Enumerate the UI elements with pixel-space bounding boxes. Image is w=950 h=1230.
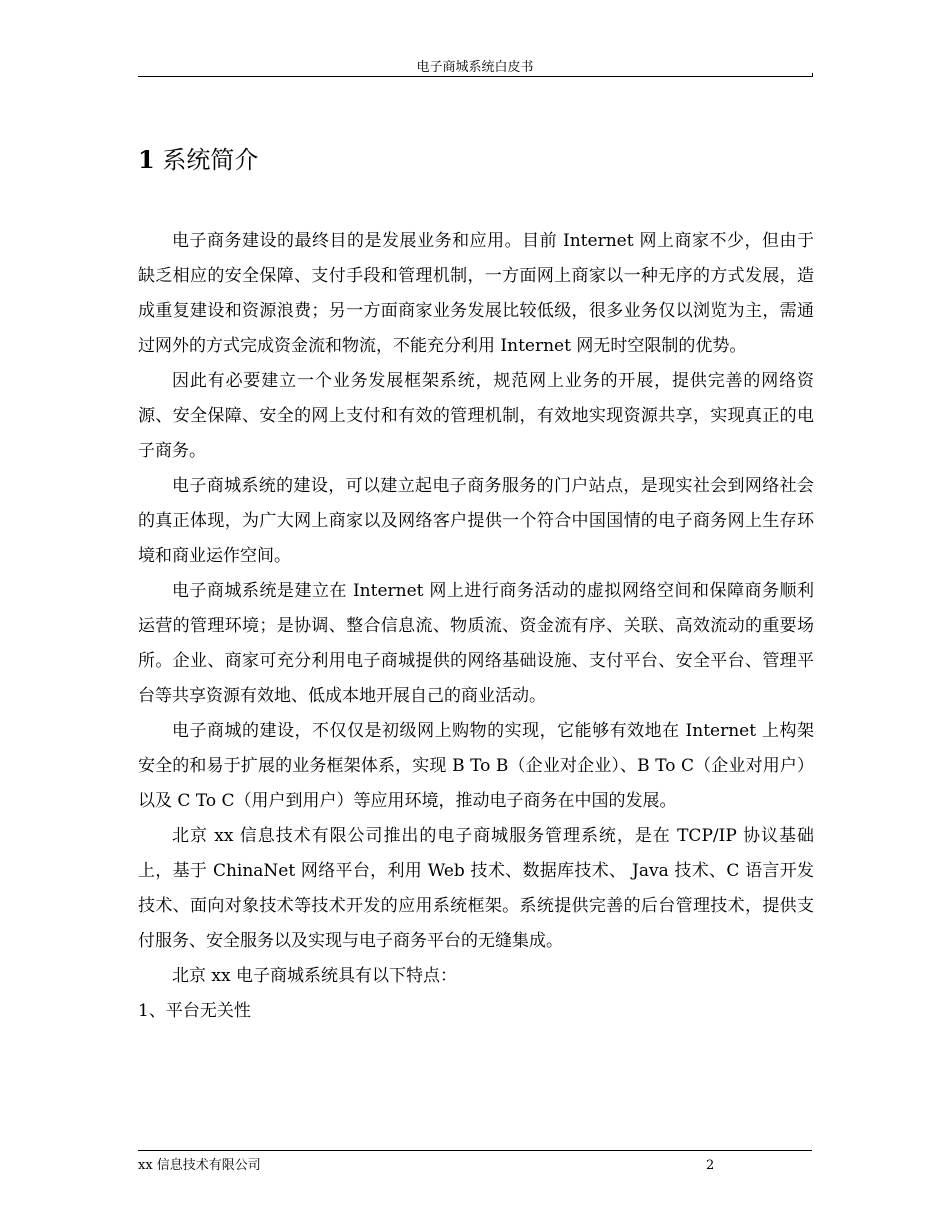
footer-company: xx 信息技术有限公司	[138, 1158, 261, 1173]
page-number: 2	[706, 1158, 715, 1173]
paragraph: 电子商务建设的最终目的是发展业务和应用。目前 Internet 网上商家不少，但由于缺乏相应的安全保障、支付手段和管理机制，一方面网上商家以一种无序的方式发展，造成重复建设和资源浪费；另一方面商家业务发展比较低级，很多业务仅以浏览为主，需通过网外的方式完成资金流和物流，不能充分利用 Internet 网无时空限制的优势。	[138, 231, 814, 356]
running-header-title: 电子商城系统白皮书	[416, 60, 534, 75]
paragraph: 因此有必要建立一个业务发展框架系统，规范网上业务的开展，提供完善的网络资源、安全保障、安全的网上支付和有效的管理机制，有效地实现资源共享，实现真正的电子商务。	[138, 371, 814, 461]
paragraph: 电子商城的建设，不仅仅是初级网上购物的实现，它能够有效地在 Internet 上构架安全的和易于扩展的业务框架体系，实现 B To B（企业对企业）、B To C（企业对用户）以及 C To C（用户到用户）等应用环境，推动电子商务在中国的发展。	[138, 721, 814, 811]
section-number: 1	[138, 145, 155, 174]
list-item: 1、平台无关性	[138, 1001, 251, 1021]
paragraph: 北京 xx 电子商城系统具有以下特点：	[172, 966, 457, 986]
section-heading	[138, 140, 258, 180]
header-rule-tick	[812, 73, 813, 77]
paragraph: 北京 xx 信息技术有限公司推出的电子商城服务管理系统，是在 TCP/IP 协议基础上，基于 ChinaNet 网络平台，利用 Web 技术、数据库技术、 Java 技术、C 语言开发技术、面向对象技术等技术开发的应用系统框架。系统提供完善的后台管理技术，提供支付服务、安全服务以及实现与电子商务平台的无缝集成。	[138, 826, 814, 951]
paragraph: 电子商城系统的建设，可以建立起电子商务服务的门户站点，是现实社会到网络社会的真正体现，为广大网上商家以及网络客户提供一个符合中国国情的电子商务网上生存环境和商业运作空间。	[138, 476, 814, 566]
section-title: 系统简介	[162, 146, 259, 174]
body-text	[138, 224, 814, 1029]
footer-rule	[138, 1150, 812, 1151]
header-rule	[138, 76, 812, 77]
paragraph: 电子商城系统是建立在 Internet 网上进行商务活动的虚拟网络空间和保障商务顺利运营的管理环境；是协调、整合信息流、物质流、资金流有序、关联、高效流动的重要场所。企业、商家可充分利用电子商城提供的网络基础设施、支付平台、安全平台、管理平台等共享资源有效地、低成本地开展自己的商业活动。	[138, 581, 814, 706]
